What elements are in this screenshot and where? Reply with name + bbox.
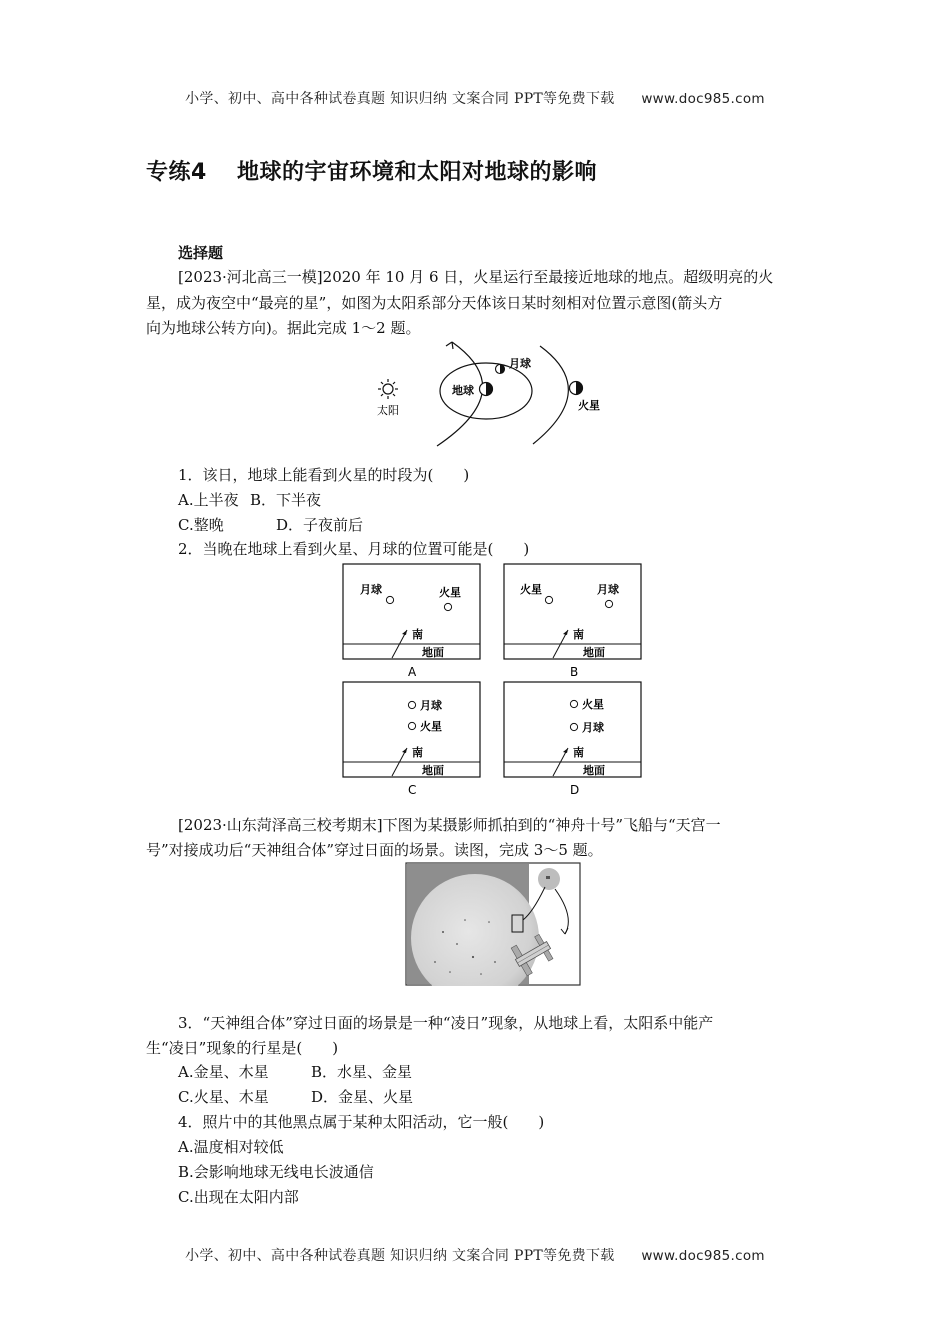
panel-a-moon-label: 月球 [360,583,382,596]
earth-icon [480,383,493,396]
header-text: 小学、初中、高中各种试卷真题 知识归纳 文案合同 PPT等免费下载 [185,91,615,107]
passage2-line1: [2023·山东菏泽高三校考期末]下图为某摄影师抓拍到的“神舟十号”飞船与“天宫一 [178,816,721,834]
mars-orbit [533,346,568,444]
earth-label: 地球 [452,384,474,397]
q2-panel-d [504,682,641,797]
q1-option-a: A.上半夜 [178,491,239,509]
transit-photo [405,862,581,986]
q3-options-row1 [178,1062,578,1082]
q3-option-c: C.火星、木星 [178,1088,269,1106]
panel-a-label: A [408,665,417,679]
passage1-line1: [2023·河北高三一模]2020 年 10 月 6 日，火星运行至最接近地球的地点。超级明亮的火 [178,268,774,286]
section-heading: 选择题 [178,244,224,262]
panel-d-mars-marker [570,700,577,707]
q4-option-a: A.温度相对较低 [178,1138,284,1156]
q3-option-b: B．水星、金星 [311,1063,413,1081]
panel-b-south-label: 南 [573,628,584,641]
panel-b-moon-marker [605,600,612,607]
orbit-arrow [446,342,453,349]
panel-c-label: C [408,783,417,797]
q2-panel-c [343,682,480,797]
footer-site: www.doc985.com [641,1248,765,1264]
panel-c-mars-marker [408,722,415,729]
passage1-line3: 向为地球公转方向)。据此完成 1～2 题。 [146,319,421,337]
sun-label: 太阳 [377,404,399,417]
q4-option-c: C.出现在太阳内部 [178,1188,299,1206]
q4-stem: 4．照片中的其他黑点属于某种太阳活动，它一般( ) [178,1113,545,1131]
panel-a-ground-label: 地面 [422,646,444,659]
moon-label: 月球 [509,357,531,370]
panel-b-mars-label: 火星 [520,583,542,596]
panel-d-ground-label: 地面 [583,764,605,777]
q1-options-row1 [178,490,578,510]
q4-option-b: B.会影响地球无线电长波通信 [178,1163,374,1181]
passage2-line2: 号”对接成功后“天神组合体”穿过日面的场景。读图，完成 3～5 题。 [146,841,603,859]
panel-d-moon-label: 月球 [582,721,604,734]
panel-b-mars-marker [545,596,552,603]
panel-b-moon-label: 月球 [597,583,619,596]
q2-options-figure [340,562,644,798]
page-title [146,155,597,186]
q2-stem: 2．当晚在地球上看到火星、月球的位置可能是( ) [178,540,530,558]
panel-c-moon-label: 月球 [420,699,442,712]
q2-panel-b [504,564,641,679]
panel-b-label: B [570,665,579,679]
title-number: 专练4 [146,160,207,185]
mars-label: 火星 [578,399,600,412]
title-text: 地球的宇宙环境和太阳对地球的影响 [236,160,597,185]
moon-icon [496,365,505,374]
panel-d-south-label: 南 [573,746,584,759]
solar-system-figure [370,340,620,448]
panel-a-mars-marker [444,603,451,610]
panel-c-south-label: 南 [412,746,423,759]
q1-option-d: D．子夜前后 [276,516,364,534]
q1-stem: 1．该日，地球上能看到火星的时段为( ) [178,466,470,484]
panel-c-mars-label: 火星 [420,720,442,733]
panel-a-mars-label: 火星 [439,586,461,599]
panel-c-ground-label: 地面 [422,764,444,777]
q1-option-c: C.整晚 [178,516,224,534]
q3-option-d: D．金星、火星 [311,1088,414,1106]
q1-option-b: B．下半夜 [250,491,322,509]
q1-options-row2 [178,515,578,535]
footer-text: 小学、初中、高中各种试卷真题 知识归纳 文案合同 PPT等免费下载 [185,1248,615,1264]
q2-panel-a [343,564,480,679]
panel-d-mars-label: 火星 [582,698,604,711]
panel-c-moon-marker [408,701,415,708]
header-site: www.doc985.com [641,91,765,107]
passage1-line2: 星，成为夜空中“最亮的星”，如图为太阳系部分天体该日某时刻相对位置示意图(箭头方 [146,294,723,312]
q3-option-a: A.金星、木星 [178,1063,269,1081]
panel-d-moon-marker [570,723,577,730]
panel-a-south-label: 南 [412,628,423,641]
panel-a-moon-marker [386,596,393,603]
q3-options-row2 [178,1087,578,1107]
q3-stem-line2: 生“凌日”现象的行星是( ) [146,1039,339,1057]
page-header [0,88,950,108]
page-footer [0,1245,950,1265]
mars-icon [570,382,583,395]
panel-d-label: D [570,783,580,797]
panel-b-ground-label: 地面 [583,646,605,659]
sun-icon [378,379,398,399]
q3-stem-line1: 3．“天神组合体”穿过日面的场景是一种“凌日”现象，从地球上看，太阳系中能产 [178,1014,714,1032]
